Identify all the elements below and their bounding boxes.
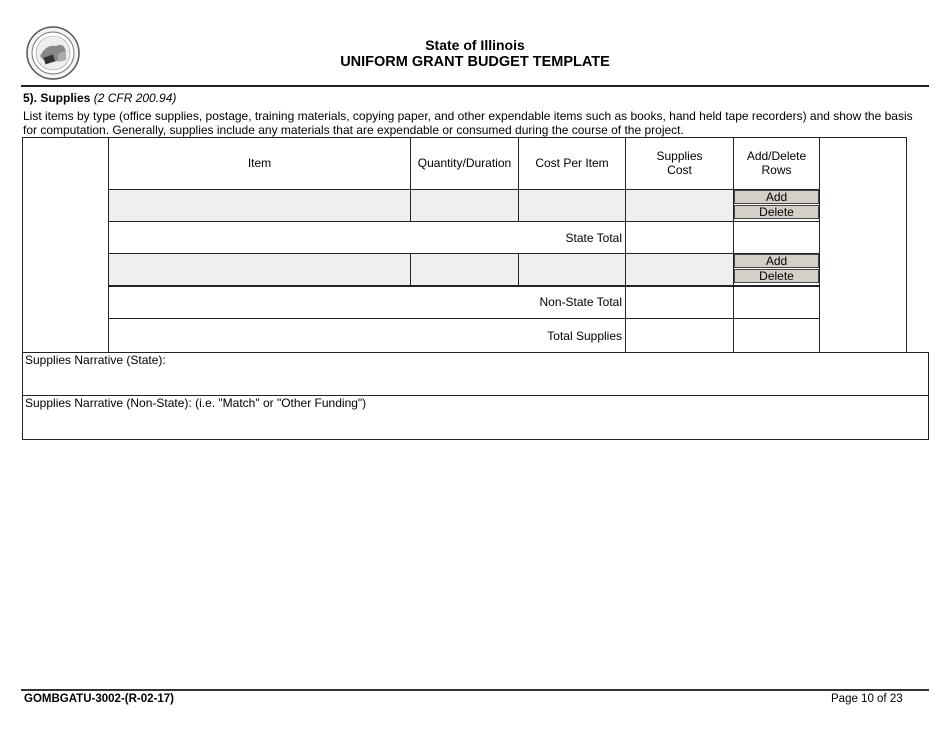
nonstate-narrative-label: Supplies Narrative (Non-State): (i.e. "Match" or "Other Funding") (25, 396, 367, 410)
column-header-supplies-cost-line2: Cost (667, 163, 692, 177)
column-header-cost-per-item: Cost Per Item (535, 156, 609, 170)
state-delete-row-button[interactable]: Delete (734, 205, 819, 219)
nonstate-item-input[interactable] (109, 254, 410, 285)
page-number: Page 10 of 23 (831, 693, 903, 705)
total-supplies-value (626, 319, 733, 352)
document-title-template: UNIFORM GRANT BUDGET TEMPLATE (340, 54, 610, 70)
state-narrative-label: Supplies Narrative (State): (25, 353, 166, 367)
state-narrative-input[interactable] (23, 367, 928, 394)
nonstate-delete-row-button[interactable]: Delete (734, 269, 819, 283)
state-add-row-button[interactable]: Add (734, 190, 819, 204)
section-description: List items by type (office supplies, postage, training materials, copying paper, and other expendable items such as books, hand held tape recorders) and show the basis for computation. Generally, supplies include any materials that are expendable or consumed during the course of the project. (23, 109, 913, 137)
nonstate-total-label: Non-State Total (539, 295, 622, 309)
state-item-input[interactable] (109, 190, 410, 221)
footer-divider (21, 689, 929, 691)
section-heading-citation: (2 CFR 200.94) (93, 91, 177, 105)
column-header-quantity: Quantity/Duration (417, 156, 512, 170)
column-header-item: Item (247, 156, 272, 170)
section-heading-title: 5). Supplies (23, 91, 91, 105)
nonstate-supplies-cost-field (626, 254, 733, 285)
state-quantity-input[interactable] (411, 190, 518, 221)
state-cost-per-item-input[interactable] (519, 190, 625, 221)
total-supplies-label: Total Supplies (547, 329, 622, 343)
column-header-add-delete (734, 149, 819, 177)
nonstate-quantity-input[interactable] (411, 254, 518, 285)
nonstate-add-row-button[interactable]: Add (734, 254, 819, 268)
document-title-state: State of Illinois (425, 37, 525, 53)
form-id: GOMBGATU-3002-(R-02-17) (24, 693, 174, 705)
state-supplies-cost-field (626, 190, 733, 221)
column-header-supplies-cost-line1: Supplies (656, 149, 703, 163)
column-header-supplies-cost (626, 149, 733, 177)
section-heading (23, 91, 176, 105)
state-total-value (626, 222, 733, 253)
nonstate-cost-per-item-input[interactable] (519, 254, 625, 285)
header-divider (21, 85, 929, 87)
column-header-add-delete-line1: Add/Delete (746, 149, 807, 163)
nonstate-narrative-input[interactable] (23, 410, 928, 438)
nonstate-total-value (626, 287, 733, 318)
column-header-add-delete-line2: Rows (761, 163, 792, 177)
state-total-label: State Total (565, 231, 622, 245)
